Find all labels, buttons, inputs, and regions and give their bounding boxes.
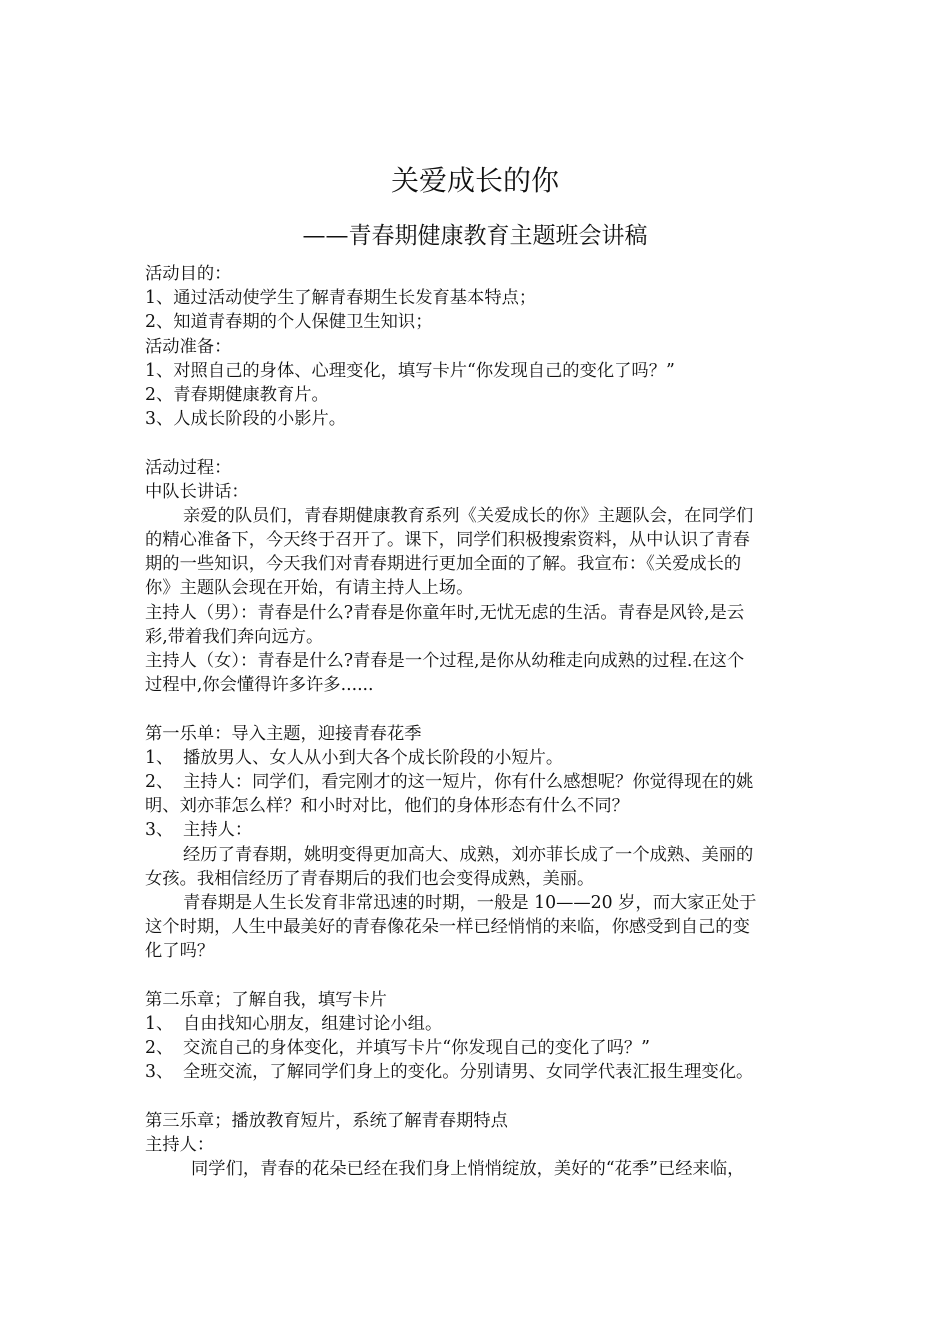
list-number: 3、 xyxy=(145,1062,174,1083)
list-item xyxy=(145,1060,810,1084)
document-body xyxy=(145,262,810,1181)
list-item xyxy=(145,818,810,842)
text-line: 1、通过活动使学生了解青春期生长发育基本特点； xyxy=(145,288,537,309)
list-number: 1、 xyxy=(145,747,174,768)
list-number: 1、 xyxy=(145,1013,174,1034)
text-line: 明、刘亦菲怎么样？和小时对比，他们的身体形态有什么不同？ xyxy=(145,796,629,817)
list-item xyxy=(145,746,810,770)
list-number: 2、 xyxy=(145,1038,174,1058)
section-heading-chapter-2: 第二乐章；了解自我，填写卡片 xyxy=(145,989,387,1010)
text-line: 期的一些知识，今天我们对青春期进行更加全面的了解。我宣布：《关爱成长的 xyxy=(145,554,742,575)
blank-line xyxy=(145,431,810,455)
list-text: 播放男人、女人从小到大各个成长阶段的小短片。 xyxy=(183,747,564,768)
list-item xyxy=(145,770,810,794)
text-line: 主持人： xyxy=(145,1134,215,1155)
section-heading-preparation: 活动准备： xyxy=(145,336,232,357)
text-line: 彩,带着我们奔向远方。 xyxy=(145,626,324,647)
list-number: 3、 xyxy=(145,820,174,841)
blank-line xyxy=(145,963,810,987)
text-line: 这个时期，人生中最美好的青春像花朵一样已经悄悄的来临，你感受到自己的变 xyxy=(145,917,750,938)
text-line: 女孩。我相信经历了青春期后的我们也会变得成熟，美丽。 xyxy=(145,868,595,889)
list-text: 主持人： xyxy=(183,820,253,841)
text-line: 的精心准备下，今天终于召开了。课下，同学们积极搜索资料，从中认识了青春 xyxy=(145,530,750,551)
text-line: 中队长讲话： xyxy=(145,481,249,502)
list-item xyxy=(145,1036,810,1060)
blank-line xyxy=(145,697,810,721)
text-line: 主持人（男）：青春是什么?青春是你童年时,无忧无虑的生活。青春是风铃,是云 xyxy=(145,602,745,623)
text-line: 2、青春期健康教育片。 xyxy=(145,384,329,405)
text-line: 1、对照自己的身体、心理变化，填写卡片“你发现自己的变化了吗？” xyxy=(145,360,675,381)
list-number: 2、 xyxy=(145,771,174,792)
text-line: 化了吗？ xyxy=(145,941,215,962)
text-line: 2、知道青春期的个人保健卫生知识； xyxy=(145,312,433,333)
text-line: 青春期是人生长发育非常迅速的时期，一般是 10——20 岁，而大家正处于 xyxy=(183,892,757,913)
section-heading-chapter-3: 第三乐章；播放教育短片，系统了解青春期特点 xyxy=(145,1110,508,1131)
section-heading-purpose: 活动目的： xyxy=(145,264,232,284)
text-line: 3、人成长阶段的小影片。 xyxy=(145,409,347,430)
text-line: 你》主题队会现在开始，有请主持人上场。 xyxy=(145,578,474,599)
text-line: 同学们，青春的花朵已经在我们身上悄悄绽放，美好的“花季”已经来临， xyxy=(191,1158,745,1179)
section-heading-chapter-1: 第一乐单：导入主题，迎接青春花季 xyxy=(145,723,422,744)
document-title: 关爱成长的你 xyxy=(390,164,559,197)
text-line: 经历了青春期，姚明变得更加高大、成熟，刘亦菲长成了一个成熟、美丽的 xyxy=(183,844,754,865)
section-heading-process: 活动过程： xyxy=(145,457,232,478)
list-item xyxy=(145,1012,810,1036)
text-line: 主持人（女）：青春是什么?青春是一个过程,是你从幼稚走向成熟的过程.在这个 xyxy=(145,651,745,671)
document-subtitle: ——青春期健康教育主题班会讲稿 xyxy=(302,223,648,249)
list-text: 交流自己的身体变化，并填写卡片“你发现自己的变化了吗？” xyxy=(183,1038,650,1058)
list-text: 主持人：同学们，看完刚才的这一短片，你有什么感想呢？你觉得现在的姚 xyxy=(183,771,754,792)
list-text: 全班交流，了解同学们身上的变化。分别请男、女同学代表汇报生理变化。 xyxy=(183,1062,754,1083)
list-text: 自由找知心朋友，组建讨论小组。 xyxy=(183,1013,443,1034)
text-line: 过程中,你会懂得许多许多...... xyxy=(145,675,374,696)
blank-line xyxy=(145,1084,810,1108)
text-line: 亲爱的队员们，青春期健康教育系列《关爱成长的你》主题队会，在同学们 xyxy=(183,505,754,526)
